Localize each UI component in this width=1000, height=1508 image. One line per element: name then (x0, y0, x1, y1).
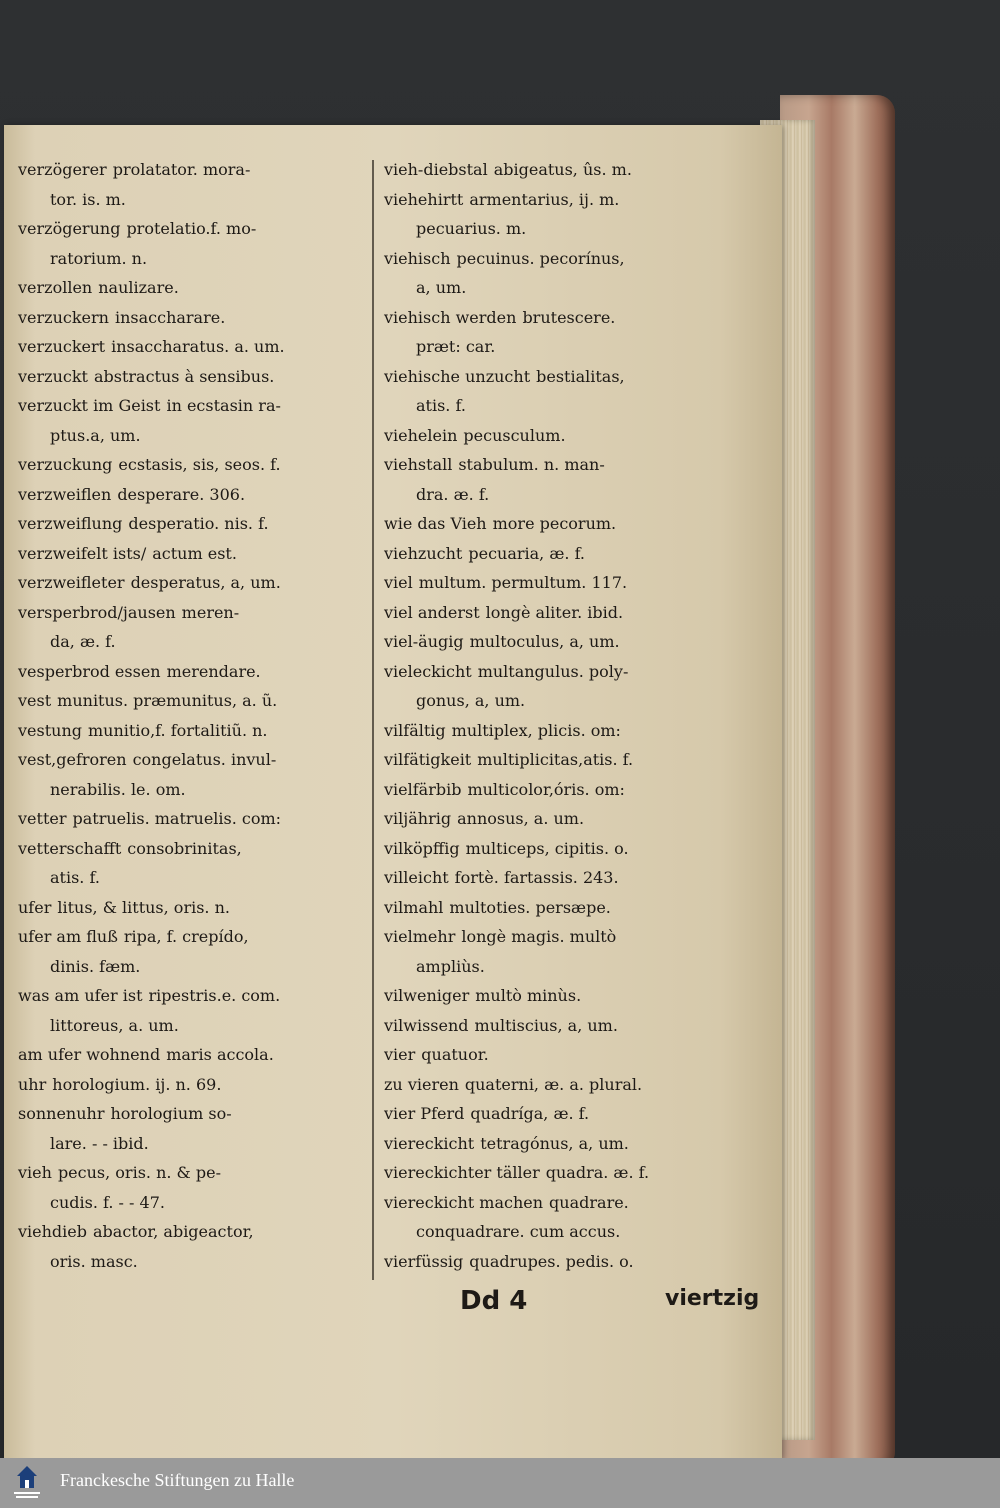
entry-translation: abstractus à sensibus. (93, 366, 275, 386)
entry-lemma: vilwissend (384, 1015, 469, 1035)
entry-continuation: tor. is. m. (50, 189, 126, 209)
entry-translation: pecuinus. pecorínus, (456, 248, 625, 268)
entry-lemma: viereckichter täller (384, 1163, 540, 1182)
entry-lemma: vest,gefroren (18, 750, 127, 769)
entry-lemma: verzuckt im Geist (18, 396, 161, 415)
entry-translation: abactor, abigeactor, (93, 1222, 254, 1241)
entry-translation: multicolor,óris. om: (467, 779, 625, 799)
entry-lemma: viehelein (384, 425, 458, 445)
entry-lemma: ufer am fluß (18, 927, 118, 946)
entry-translation: more pecorum. (492, 514, 617, 533)
entry-lemma: verzögerung (18, 219, 121, 238)
entry-lemma: vielmehr (384, 927, 456, 946)
entry-lemma: vestung (18, 720, 82, 740)
entry-lemma: verzweifelt ists/ (18, 543, 147, 563)
entry-translation: annosus, a. um. (457, 809, 585, 828)
entry-translation: desperare. 306. (117, 484, 246, 504)
entry-lemma: viel-äugig (384, 632, 464, 651)
logo-icon (12, 1462, 42, 1502)
entry-translation: quadrare. (549, 1192, 629, 1212)
entry-translation: maris accola. (166, 1045, 274, 1064)
entry-lemma: verzweiflung (18, 514, 123, 533)
entry-lemma: verzuckt (18, 366, 88, 386)
entry-lemma: verzweifleter (18, 573, 125, 592)
entry-translation: longè magis. multò (461, 927, 617, 946)
entry-translation: horologium so- (110, 1104, 232, 1123)
entry-translation: fortè. fartassis. 243. (454, 868, 619, 887)
entry-continuation: oris. masc. (50, 1251, 138, 1271)
entry-lemma: vieleckicht (384, 661, 472, 681)
entry-lemma: viljährig (384, 809, 452, 828)
entry-translation: pecusculum. (463, 425, 566, 445)
entry-lemma: vetter (18, 809, 67, 828)
entry-lemma: verzweiflen (18, 484, 112, 504)
entry-lemma: verzuckern (18, 307, 109, 327)
entry-translation: multiscius, a, um. (474, 1015, 618, 1035)
entry-continuation: atis. f. (50, 868, 100, 887)
entry-translation: multiplex, plicis. om: (451, 720, 621, 740)
entry-continuation: dra. æ. f. (416, 484, 490, 504)
entry-translation: actum est. (152, 543, 237, 563)
entry-translation: multangulus. poly- (477, 661, 629, 681)
entry-lemma: viehisch (384, 248, 451, 268)
entry-continuation: a, um. (416, 278, 467, 297)
entry-lemma: vier Pferd (384, 1104, 465, 1123)
entry-lemma: verzuckung (18, 455, 113, 474)
entry-continuation: dinis. fæm. (50, 956, 141, 976)
entry-translation: naulizare. (98, 278, 179, 297)
entry-translation: quadríga, æ. f. (470, 1104, 590, 1123)
entry-translation: quatuor. (421, 1045, 489, 1064)
entry-translation: litus, & littus, oris. n. (57, 897, 230, 917)
entry-lemma: viehische unzucht (384, 366, 531, 386)
entry-translation: longè aliter. ibid. (485, 602, 624, 622)
entry-translation: multò minùs. (475, 986, 582, 1005)
entry-lemma: vesperbrod essen (18, 661, 161, 681)
entry-translation: consobrinitas, (127, 838, 242, 858)
entry-translation: desperatio. nis. f. (128, 514, 269, 533)
entry-continuation: ptus.a, um. (50, 425, 141, 445)
entry-translation: insaccharatus. a. um. (111, 337, 285, 356)
entry-lemma: viehzucht (384, 543, 463, 563)
entry-continuation: nerabilis. le. om. (50, 779, 186, 799)
entry-lemma: sonnenuhr (18, 1104, 105, 1123)
entry-continuation: lare. - - ibid. (50, 1133, 149, 1153)
entry-translation: meren- (181, 602, 240, 622)
entry-lemma: viereckicht (384, 1133, 475, 1153)
entry-lemma: was am ufer ist (18, 986, 143, 1005)
entry-translation: horologium. ij. n. 69. (52, 1074, 222, 1094)
entry-lemma: vierfüssig (384, 1251, 464, 1271)
entry-translation: pecuaria, æ. f. (468, 543, 585, 563)
entry-lemma: verzuckert (18, 337, 106, 356)
entry-lemma: viehstall (384, 455, 453, 474)
entry-lemma: ufer (18, 897, 52, 917)
entry-lemma: vest (18, 691, 52, 710)
entry-translation: in ecstasin ra- (166, 396, 281, 415)
entry-continuation: conquadrare. cum accus. (416, 1222, 621, 1241)
entry-continuation: cudis. f. - - 47. (50, 1192, 165, 1212)
entry-lemma: vielfärbib (384, 779, 462, 799)
signature-mark: Dd 4 (460, 1286, 528, 1316)
footer-caption: Franckesche Stiftungen zu Halle (60, 1470, 295, 1490)
entry-translation: ripestris.e. com. (148, 986, 281, 1005)
entry-translation: prolatator. mora- (112, 160, 251, 179)
entry-lemma: verzögerer (18, 160, 107, 179)
entry-lemma: uhr (18, 1074, 47, 1094)
entry-translation: munitus. præmunitus, a. ũ. (57, 691, 278, 710)
entry-translation: bestialitas, (536, 366, 625, 386)
entry-translation: multoties. persæpe. (449, 897, 611, 917)
entry-translation: ripa, f. crepído, (123, 927, 249, 946)
entry-lemma: vilfätigkeit (384, 750, 472, 769)
entry-lemma: viehdieb (18, 1222, 87, 1241)
entry-lemma: vilköpffig (384, 838, 460, 858)
entry-lemma: viel anderst (384, 602, 480, 622)
entry-lemma: wie das Vieh (384, 514, 487, 533)
entry-translation: congelatus. invul- (132, 750, 277, 769)
entry-translation: abigeatus, ûs. m. (493, 160, 632, 179)
entry-lemma: vilfältig (384, 720, 446, 740)
entry-lemma: vieh-diebstal (384, 160, 488, 179)
entry-lemma: vilweniger (384, 986, 470, 1005)
entry-lemma: villeicht (384, 868, 449, 887)
entry-translation: pecus, oris. n. & pe- (57, 1163, 221, 1182)
institution-logo (12, 1462, 42, 1502)
entry-translation: quaterni, æ. a. plural. (464, 1074, 643, 1094)
entry-lemma: verzollen (18, 278, 93, 297)
entry-continuation: pecuarius. m. (416, 219, 527, 238)
entry-translation: multiceps, cipitis. o. (465, 838, 629, 858)
entry-translation: merendare. (166, 661, 261, 681)
entry-translation: multiplicitas,atis. f. (477, 750, 634, 769)
entry-translation: stabulum. n. man- (458, 455, 605, 474)
entry-translation: protelatio.f. mo- (126, 219, 257, 238)
entry-lemma: viehehirtt (384, 189, 464, 209)
entry-lemma: viereckicht machen (384, 1192, 544, 1212)
entry-translation: multoculus, a, um. (469, 632, 620, 651)
entry-lemma: vilmahl (384, 897, 444, 917)
entry-lemma: zu vieren (384, 1074, 459, 1094)
entry-translation: tetragónus, a, um. (480, 1133, 629, 1153)
entry-continuation: da, æ. f. (50, 632, 116, 651)
entry-translation: ecstasis, sis, seos. f. (118, 455, 281, 474)
entry-lemma: versperbrod/jausen (18, 602, 176, 622)
entry-translation: brutescere. (522, 307, 616, 327)
entry-lemma: vetterschafft (18, 838, 122, 858)
entry-translation: insaccharare. (114, 307, 226, 327)
entry-continuation: gonus, a, um. (416, 691, 526, 710)
entry-translation: desperatus, a, um. (130, 573, 281, 592)
entry-lemma: vieh (18, 1163, 52, 1182)
entry-lemma: am ufer wohnend (18, 1045, 161, 1064)
entry-lemma: viehisch werden (384, 307, 517, 327)
entry-translation: munitio,f. fortalitiũ. n. (88, 720, 268, 740)
entry-lemma: vier (384, 1045, 416, 1064)
entry-continuation: ratorium. n. (50, 248, 148, 268)
entry-continuation: ampliùs. (416, 956, 485, 976)
entry-continuation: præt: car. (416, 337, 496, 356)
entry-translation: patruelis. matruelis. com: (72, 809, 282, 828)
catchword: viertzig (665, 1286, 760, 1311)
entry-lemma: viel (384, 573, 413, 592)
entry-translation: quadra. æ. f. (545, 1163, 650, 1182)
entry-continuation: littoreus, a. um. (50, 1015, 179, 1035)
column-divider (372, 160, 374, 1280)
entry-translation: multum. permultum. 117. (418, 573, 628, 592)
entry-translation: quadrupes. pedis. o. (469, 1251, 634, 1271)
entry-translation: armentarius, ij. m. (469, 189, 620, 209)
entry-continuation: atis. f. (416, 396, 466, 415)
